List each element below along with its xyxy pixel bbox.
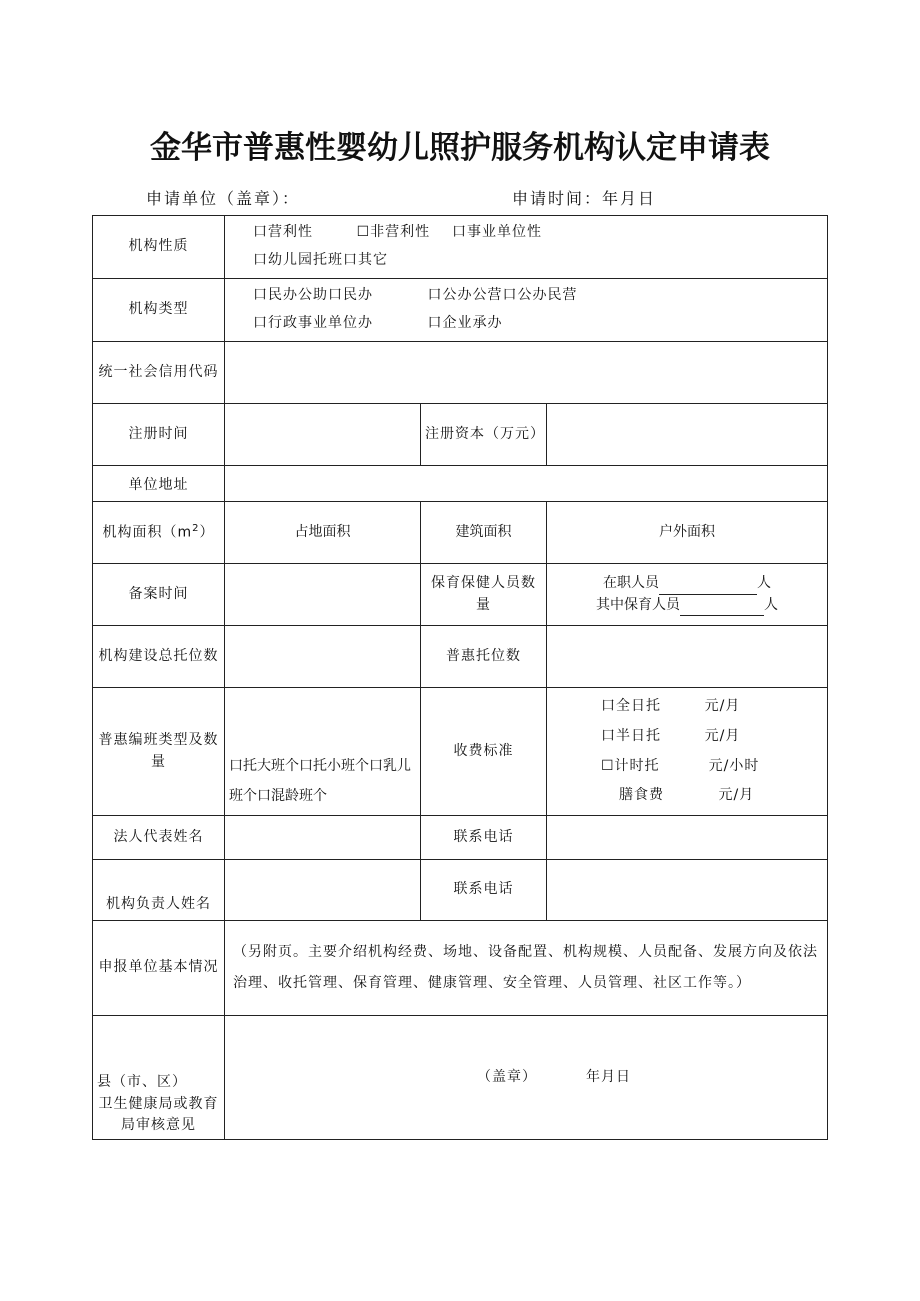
row-area — [93, 502, 828, 564]
record-time-label: 备案时间 — [93, 564, 225, 626]
head-phone-field[interactable] — [547, 859, 828, 920]
care-staff-count-label: 保育保健人员数量 — [421, 564, 547, 626]
nursery-staff-unit: 人 — [764, 596, 778, 613]
institution-type-label: 机构类型 — [93, 279, 225, 342]
legal-rep-field[interactable] — [225, 815, 421, 859]
form-title: 金华市普惠性婴幼儿照护服务机构认定申请表 — [150, 130, 770, 166]
total-capacity-label: 机构建设总托位数 — [93, 626, 225, 688]
institution-nature-options-line2[interactable]: 口幼儿园托班口其它 — [253, 252, 388, 268]
review-label-line2: 卫生健康局或教育局审核意见 — [98, 1095, 219, 1134]
hourly-fee[interactable]: ☐计时托 元/小时 — [601, 757, 760, 774]
land-area-field[interactable]: 占地面积 — [225, 502, 421, 564]
in-service-staff-blank[interactable] — [659, 580, 757, 595]
row-institution-nature — [93, 216, 828, 279]
class-type-label: 普惠编班类型及数量 — [93, 688, 225, 816]
inclusive-capacity-field[interactable] — [547, 626, 828, 688]
row-address — [93, 466, 828, 502]
row-legal-rep — [93, 815, 828, 859]
meal-fee[interactable]: 膳食费 元/月 — [619, 787, 755, 804]
area-label: 机构面积$(m^2)$ — [93, 502, 225, 564]
nursery-staff-blank[interactable] — [680, 601, 764, 616]
basic-info-label: 申报单位基本情况 — [93, 920, 225, 1015]
row-credit-code — [93, 342, 828, 404]
legal-rep-phone-label: 联系电话 — [421, 815, 547, 859]
row-basic-info — [93, 920, 828, 1015]
institution-nature-label: 机构性质 — [93, 216, 225, 279]
fee-standard-field[interactable] — [547, 688, 828, 816]
address-field[interactable] — [225, 466, 828, 502]
registration-time-label: 注册时间 — [93, 404, 225, 466]
review-label — [93, 1015, 225, 1139]
row-class-type — [93, 688, 828, 816]
in-service-staff-unit: 人 — [757, 574, 771, 591]
institution-type-options-line1[interactable]: 口民办公助口民办 口公办公营口公办民营 — [253, 287, 578, 304]
institution-nature-options[interactable] — [225, 216, 828, 279]
application-form-table — [92, 215, 828, 1140]
care-staff-count-field[interactable] — [547, 564, 828, 626]
row-capacity — [93, 626, 828, 688]
registered-capital-label: 注册资本（万元） — [421, 404, 547, 466]
basic-info-text[interactable]: （另附页。主要介绍机构经费、场地、设备配置、机构规模、人员配备、发展方向及依法治理、收托管理、保育管理、健康管理、安全管理、人员管理、社区工作等。） — [225, 920, 828, 1015]
head-phone-label: 联系电话 — [421, 859, 547, 920]
review-label-line1: 县（市、区） — [97, 1073, 187, 1090]
fee-standard-label: 收费标准 — [421, 688, 547, 816]
institution-type-options-line2[interactable]: 口行政事业单位办 口企业承办 — [253, 315, 503, 332]
institution-nature-options-line1[interactable]: 口营利性 ☐非营利性 口事业单位性 — [253, 224, 542, 241]
row-institution-type — [93, 279, 828, 342]
application-time-label: 申请时间：年月日 — [512, 189, 657, 208]
outdoor-area-field[interactable]: 户外面积 — [547, 502, 828, 564]
address-label: 单位地址 — [93, 466, 225, 502]
inclusive-capacity-label: 普惠托位数 — [421, 626, 547, 688]
legal-rep-label: 法人代表姓名 — [93, 815, 225, 859]
row-review — [93, 1015, 828, 1139]
in-service-staff-label: 在职人员 — [603, 574, 659, 591]
full-day-fee[interactable]: 口全日托 元/月 — [601, 698, 741, 715]
row-registration — [93, 404, 828, 466]
registered-capital-field[interactable] — [547, 404, 828, 466]
registration-time-field[interactable] — [225, 404, 421, 466]
head-name-field[interactable] — [225, 859, 421, 920]
total-capacity-field[interactable] — [225, 626, 421, 688]
row-head — [93, 859, 828, 920]
institution-type-options[interactable] — [225, 279, 828, 342]
applicant-unit-label: 申请单位（盖章）： — [146, 189, 301, 208]
row-record — [93, 564, 828, 626]
credit-code-label: 统一社会信用代码 — [93, 342, 225, 404]
building-area-label: 建筑面积 — [421, 502, 547, 564]
legal-rep-phone-field[interactable] — [547, 815, 828, 859]
class-type-field[interactable]: 口托大班个口托小班个口乳儿班个口混龄班个 — [225, 688, 421, 816]
half-day-fee[interactable]: 口半日托 元/月 — [601, 727, 741, 744]
credit-code-field[interactable] — [225, 342, 828, 404]
record-time-field[interactable] — [225, 564, 421, 626]
head-name-label: 机构负责人姓名 — [93, 859, 225, 920]
nursery-staff-label: 其中保育人员 — [596, 596, 680, 613]
review-seal-date[interactable]: （盖章） 年月日 — [225, 1015, 828, 1139]
